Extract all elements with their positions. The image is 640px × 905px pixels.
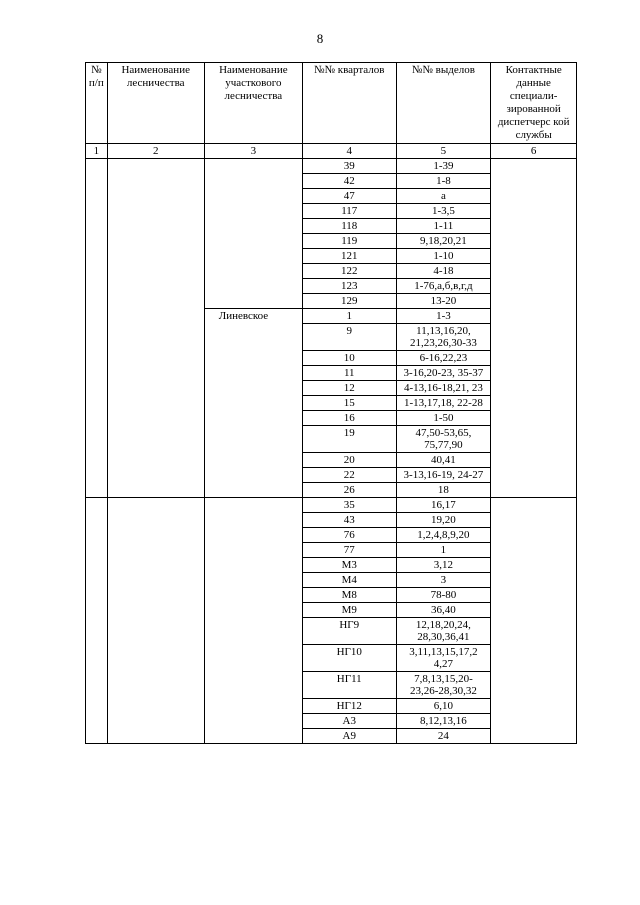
allotments-cell: 9,18,20,21 [396, 234, 491, 249]
allotments-cell: 7,8,13,15,20- 23,26-28,30,32 [396, 672, 491, 699]
quarter-cell: 122 [302, 264, 396, 279]
dispatch-contacts-cell [491, 159, 577, 498]
column-number-row [86, 144, 577, 159]
allotments-cell: 1-11 [396, 219, 491, 234]
quarter-cell: 119 [302, 234, 396, 249]
page-number: 8 [316, 31, 324, 46]
quarter-cell: НГ12 [302, 699, 396, 714]
quarter-cell: 15 [302, 396, 396, 411]
column-number: 3 [204, 144, 302, 159]
allotments-cell: 1-8 [396, 174, 491, 189]
quarter-cell: 118 [302, 219, 396, 234]
allotments-cell: 18 [396, 483, 491, 498]
quarter-cell: 35 [302, 498, 396, 513]
allotments-cell: 3-13,16-19, 24-27 [396, 468, 491, 483]
quarter-cell: НГ9 [302, 618, 396, 645]
quarter-cell: 10 [302, 351, 396, 366]
table-body [86, 159, 577, 744]
allotments-cell: 1 [396, 543, 491, 558]
subforestry-name-cell [204, 159, 302, 309]
column-number: 2 [107, 144, 204, 159]
allotments-cell: 1-3,5 [396, 204, 491, 219]
allotments-cell: 6,10 [396, 699, 491, 714]
quarter-cell: 129 [302, 294, 396, 309]
forestry-name-cell [107, 498, 204, 744]
allotments-cell: 19,20 [396, 513, 491, 528]
quarter-cell: А9 [302, 729, 396, 744]
quarter-cell: М4 [302, 573, 396, 588]
quarter-cell: М8 [302, 588, 396, 603]
header-allotments: №№ выделов [396, 63, 491, 144]
quarter-cell: 76 [302, 528, 396, 543]
header-subforestry-name: Наименование участкового лесничества [204, 63, 302, 144]
allotments-cell: 1-13,17,18, 22-28 [396, 396, 491, 411]
allotments-cell: 11,13,16,20, 21,23,26,30-33 [396, 324, 491, 351]
allotments-cell: 16,17 [396, 498, 491, 513]
header-quarters: №№ кварталов [302, 63, 396, 144]
allotments-cell: 6-16,22,23 [396, 351, 491, 366]
allotments-cell: 1-50 [396, 411, 491, 426]
column-number: 1 [86, 144, 108, 159]
allotments-cell: 24 [396, 729, 491, 744]
allotments-cell: 40,41 [396, 453, 491, 468]
quarter-cell: НГ11 [302, 672, 396, 699]
quarter-cell: А3 [302, 714, 396, 729]
allotments-cell: 78-80 [396, 588, 491, 603]
subforestry-name-cell: Линевское [204, 309, 302, 498]
column-number: 4 [302, 144, 396, 159]
table-row [86, 498, 577, 513]
quarter-cell: 47 [302, 189, 396, 204]
quarter-cell: 26 [302, 483, 396, 498]
column-number: 5 [396, 144, 491, 159]
allotments-cell: 1-3 [396, 309, 491, 324]
header-dispatch-contacts: Контактные данные специали-зированной диспетчерс кой службы [491, 63, 577, 144]
quarter-cell: 39 [302, 159, 396, 174]
allotments-cell: 1,2,4,8,9,20 [396, 528, 491, 543]
quarter-cell: 9 [302, 324, 396, 351]
allotments-cell: 36,40 [396, 603, 491, 618]
allotments-cell: 1-76,а,б,в,г,д [396, 279, 491, 294]
allotments-cell: 12,18,20,24, 28,30,36,41 [396, 618, 491, 645]
quarter-cell: НГ10 [302, 645, 396, 672]
quarter-cell: 12 [302, 381, 396, 396]
allotments-cell: 13-20 [396, 294, 491, 309]
forestry-name-cell [107, 159, 204, 498]
quarter-cell: 19 [302, 426, 396, 453]
allotments-cell: 3 [396, 573, 491, 588]
header-forestry-name: Наименование лесничества [107, 63, 204, 144]
allotments-cell: 4-18 [396, 264, 491, 279]
quarter-cell: 43 [302, 513, 396, 528]
allotments-cell: 47,50-53,65, 75,77,90 [396, 426, 491, 453]
header-number: № п/п [86, 63, 108, 144]
allotments-cell: 3,11,13,15,17,2 4,27 [396, 645, 491, 672]
allotments-cell: 8,12,13,16 [396, 714, 491, 729]
quarter-cell: 22 [302, 468, 396, 483]
allotments-cell: а [396, 189, 491, 204]
quarter-cell: М3 [302, 558, 396, 573]
allotments-cell: 3,12 [396, 558, 491, 573]
column-number: 6 [491, 144, 577, 159]
quarter-cell: 11 [302, 366, 396, 381]
allotments-cell: 1-39 [396, 159, 491, 174]
quarter-cell: 1 [302, 309, 396, 324]
allotments-cell: 3-16,20-23, 35-37 [396, 366, 491, 381]
quarter-cell: 123 [302, 279, 396, 294]
quarter-cell: М9 [302, 603, 396, 618]
quarter-cell: 117 [302, 204, 396, 219]
row-number-cell [86, 498, 108, 744]
quarter-cell: 42 [302, 174, 396, 189]
quarter-cell: 77 [302, 543, 396, 558]
dispatch-contacts-cell [491, 498, 577, 744]
allotments-cell: 4-13,16-18,21, 23 [396, 381, 491, 396]
quarter-cell: 121 [302, 249, 396, 264]
row-number-cell [86, 159, 108, 498]
forest-quarters-table [85, 62, 577, 744]
allotments-cell: 1-10 [396, 249, 491, 264]
header-row [86, 63, 577, 144]
table-row [86, 159, 577, 174]
quarter-cell: 16 [302, 411, 396, 426]
quarter-cell: 20 [302, 453, 396, 468]
subforestry-name-cell [204, 498, 302, 744]
